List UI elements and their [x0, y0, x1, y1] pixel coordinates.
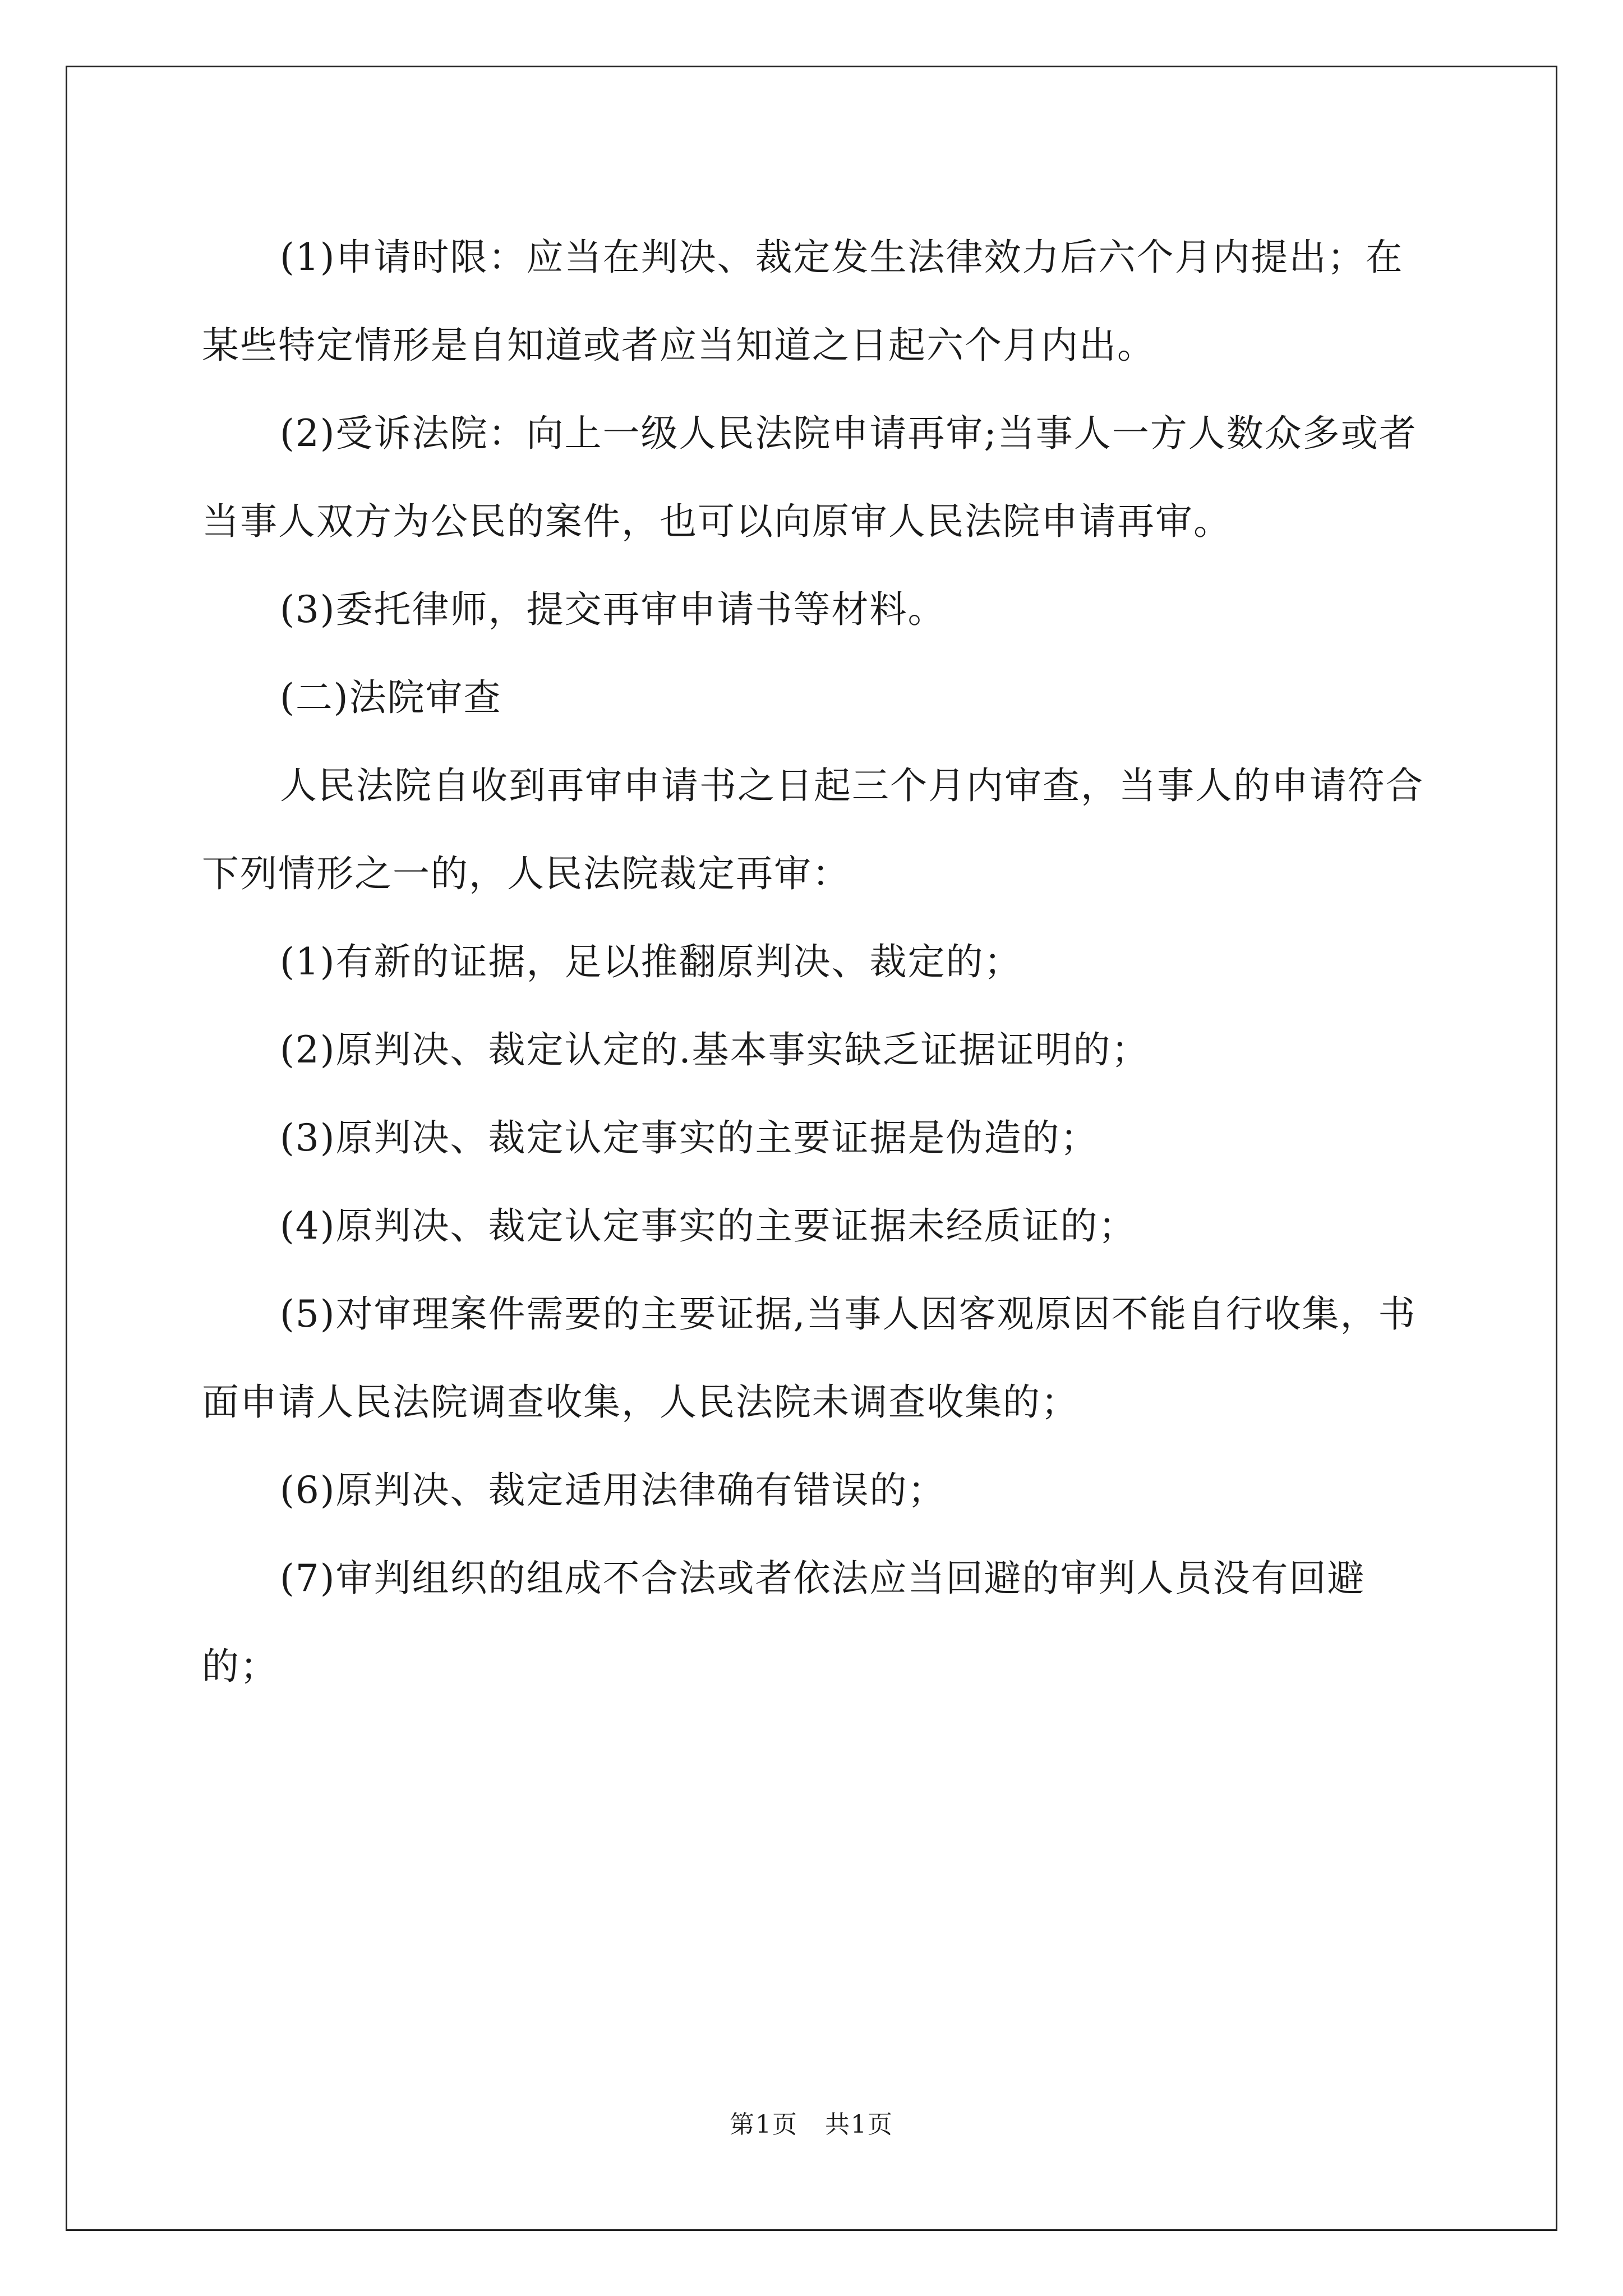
list-item-uncollected-evidence: (5)对审理案件需要的主要证据,当事人因客观原因不能自行收集，书面申请人民法院调查收集，人民法院未调查收集的；: [202, 1292, 1417, 1424]
list-item-improper-tribunal: (7)审判组织的组成不合法或者依法应当回避的审判人员没有回避的；: [202, 1557, 1366, 1688]
paragraph-application-deadline: (1)申请时限：应当在判决、裁定发生法律效力后六个月内提出；在某些特定情形是自知道或者应当知道之日起六个月内出。: [202, 236, 1404, 367]
document-body: [202, 213, 1436, 1710]
paragraph-review-intro: 人民法院自收到再审申请书之日起三个月内审查，当事人的申请符合下列情形之一的，人民法院裁定再审：: [202, 764, 1424, 895]
paragraph-entrust-lawyer: (3)委托律师，提交再审申请书等材料。: [280, 588, 946, 631]
list-item-forged-evidence: (3)原判决、裁定认定事实的主要证据是伪造的；: [280, 1116, 1099, 1159]
list-item-unchallenged-evidence: (4)原判决、裁定认定事实的主要证据未经质证的；: [280, 1204, 1137, 1248]
paragraph-receiving-court: (2)受诉法院：向上一级人民法院申请再审;当事人一方人数众多或者当事人双方为公民的案件，也可以向原审人民法院申请再审。: [202, 412, 1417, 543]
page-total: 共1页: [825, 2110, 893, 2139]
list-item-new-evidence: (1)有新的证据，足以推翻原判决、裁定的；: [280, 940, 1022, 983]
page-number: 第1页: [730, 2110, 798, 2139]
list-item-law-error: (6)原判决、裁定适用法律确有错误的；: [280, 1469, 946, 1512]
section-heading-court-review: (二)法院审查: [280, 676, 502, 719]
list-item-lack-of-evidence: (2)原判决、裁定认定的.基本事实缺乏证据证明的；: [280, 1028, 1150, 1071]
page-footer: [0, 2108, 1623, 2142]
